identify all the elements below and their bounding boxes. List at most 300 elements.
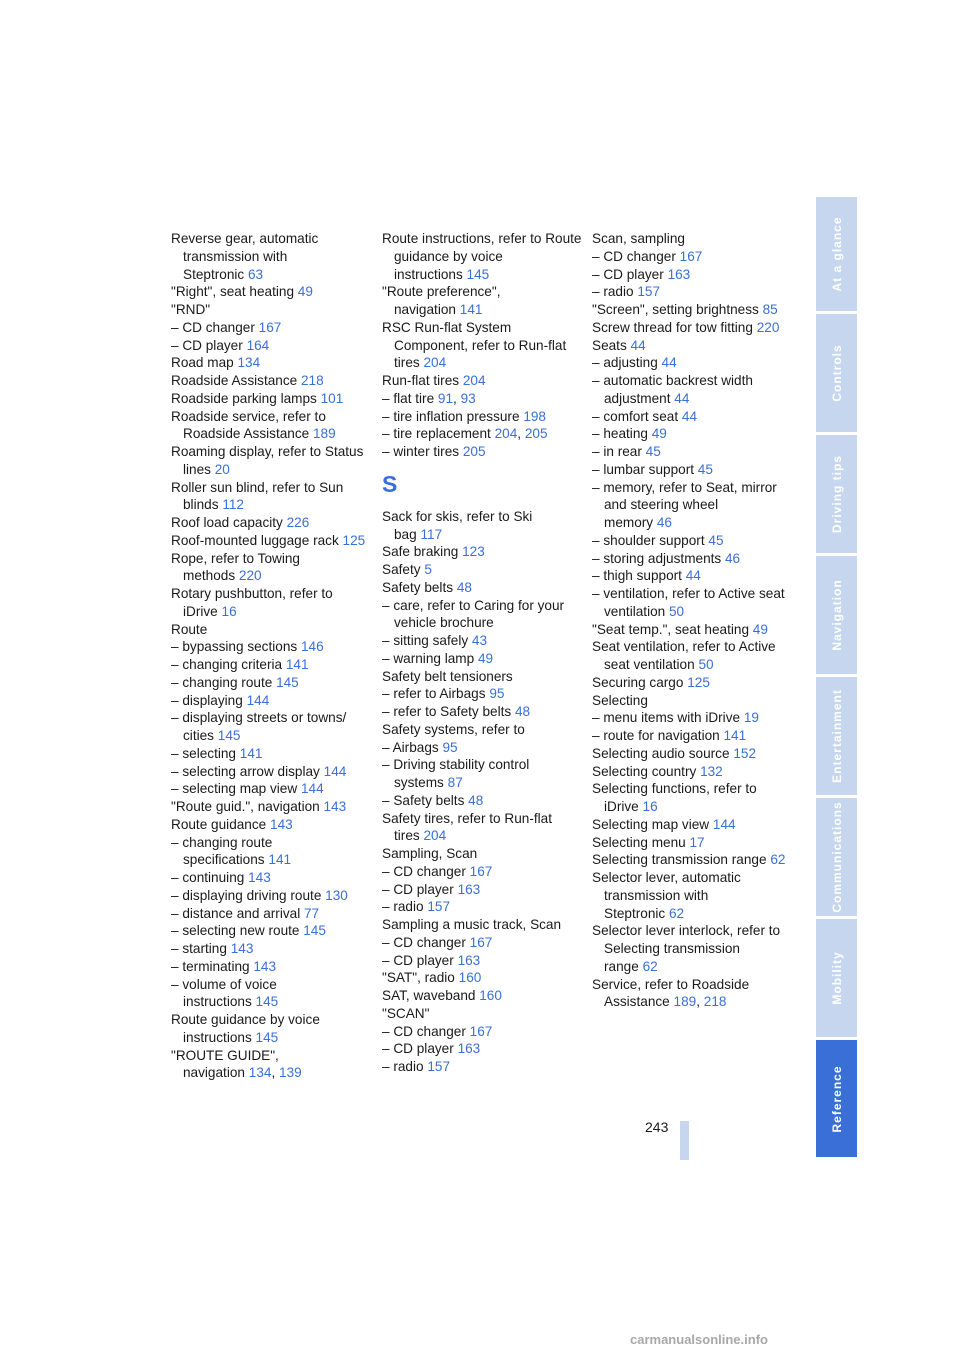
index-entry <box>592 461 788 479</box>
index-entry-text: "Route preference", navigation <box>382 284 501 317</box>
index-entry-text: Scan, sampling <box>592 231 685 246</box>
index-entry-text: – care, refer to Caring for your vehicle brochure <box>382 597 565 631</box>
index-entry-text: Roof-mounted luggage rack <box>171 532 339 548</box>
page-link[interactable]: 62 <box>642 958 658 974</box>
tab-navigation[interactable] <box>816 556 857 674</box>
index-entry <box>382 561 582 579</box>
index-entry-text: – distance and arrival <box>171 905 301 921</box>
index-entry <box>382 443 582 461</box>
index-entry <box>382 987 582 1005</box>
index-entry-text: – volume of voice instructions <box>171 976 277 1010</box>
index-entry-text: – radio <box>382 899 424 915</box>
tab-label: Mobility <box>829 951 844 1005</box>
index-column-3 <box>592 230 788 1011</box>
tab-communications[interactable] <box>816 798 857 916</box>
index-entry-text: Selecting map view <box>592 816 710 832</box>
page-link[interactable]: 87 <box>447 775 463 790</box>
index-entry: Service, refer to Roadside Assistance 189, 218 <box>592 976 750 1010</box>
page-link[interactable]: 145 <box>466 266 490 282</box>
index-entry <box>592 372 788 408</box>
page-link[interactable]: 205 <box>524 426 548 442</box>
index-entry-text: Rotary pushbutton, refer to iDrive <box>171 586 333 619</box>
index-entry-text: – warning lamp <box>382 650 475 666</box>
page-link[interactable]: 45 <box>708 532 724 548</box>
page-link[interactable]: 44 <box>630 337 646 353</box>
index-entry <box>592 745 788 763</box>
page-link[interactable]: 134 <box>237 355 261 371</box>
page-link[interactable]: 44 <box>681 408 698 424</box>
index-entry <box>382 408 582 426</box>
page-link[interactable]: 143 <box>248 870 271 885</box>
index-entry <box>171 709 371 745</box>
index-entry <box>592 443 788 461</box>
page-link[interactable]: 46 <box>725 550 741 566</box>
index-entry <box>382 703 582 721</box>
index-entry <box>382 969 582 987</box>
page-link[interactable]: 5 <box>424 562 432 577</box>
page-link[interactable]: 46 <box>656 515 672 530</box>
page-link[interactable]: 85 <box>762 302 778 317</box>
page-link[interactable]: 204 <box>423 355 447 371</box>
index-entry <box>171 905 371 923</box>
index-entry-text: – CD changer <box>592 248 676 264</box>
page-link[interactable]: 143 <box>323 799 347 814</box>
index-entry <box>592 727 788 745</box>
watermark: carmanualsonline.info <box>630 1332 768 1347</box>
page-link[interactable]: 44 <box>674 390 690 406</box>
index-entry-text: Securing cargo <box>592 674 684 690</box>
index-entry-text: – radio <box>382 1059 424 1074</box>
index-entry-text: – continuing <box>171 870 245 885</box>
page-link[interactable]: 189 <box>673 994 697 1010</box>
index-entry-text: – CD changer <box>382 934 466 950</box>
index-entry-text: – starting <box>171 941 227 956</box>
index-entry <box>171 621 371 639</box>
index-entry-text: Safety systems, refer to <box>382 721 525 737</box>
index-entry-text: Selecting <box>592 692 648 708</box>
page-link[interactable]: 144 <box>300 781 324 797</box>
index-entry <box>382 283 582 319</box>
index-entry <box>171 443 371 479</box>
page-link[interactable]: 167 <box>469 1023 493 1039</box>
index-entry-text: SAT, waveband <box>382 988 476 1003</box>
index-entry <box>171 585 371 621</box>
page-link[interactable]: 145 <box>217 728 241 743</box>
index-entry-text: Rope, refer to Towing methods <box>171 550 300 584</box>
page-link[interactable]: 50 <box>698 657 714 672</box>
index-entry <box>171 638 371 656</box>
index-entry <box>592 763 788 781</box>
page-link[interactable]: 220 <box>756 319 780 335</box>
page-link[interactable]: 134 <box>248 1065 272 1081</box>
page-link[interactable]: 49 <box>477 650 494 666</box>
index-entry <box>171 940 371 958</box>
index-entry-text: – refer to Airbags <box>382 686 486 702</box>
index-entry-text: Roller sun blind, refer to Sun blinds <box>171 479 344 513</box>
index-entry-text: Roadside parking lamps <box>171 390 317 406</box>
page-link[interactable]: 163 <box>667 266 691 282</box>
index-entry-text: – displaying driving route <box>171 887 322 903</box>
index-entry <box>171 958 371 976</box>
page-link[interactable]: 157 <box>427 899 451 915</box>
page-link[interactable]: 164 <box>246 337 270 353</box>
index-entry-text: "SAT", radio <box>382 970 455 986</box>
index-entry <box>382 916 582 934</box>
page-link[interactable]: 204 <box>423 828 447 844</box>
index-entry <box>382 756 582 792</box>
tab-driving-tips[interactable] <box>816 435 857 553</box>
index-entry-text: – selecting map view <box>171 781 298 797</box>
index-entry-text: – CD player <box>382 881 454 897</box>
index-entry-text: Roof load capacity <box>171 515 283 530</box>
index-entry-text: "Seat temp.", seat heating <box>592 621 750 637</box>
index-entry-text: – CD player <box>171 337 243 353</box>
index-entry-text: Sampling, Scan <box>382 846 478 861</box>
page-link[interactable]: 218 <box>703 994 727 1010</box>
index-entry <box>592 425 788 443</box>
index-entry-text: – displaying streets or towns/ cities <box>171 710 347 743</box>
index-entry <box>592 674 788 692</box>
index-entry <box>382 579 582 597</box>
page-link[interactable]: 125 <box>342 532 366 548</box>
index-entry <box>592 780 788 816</box>
index-entry <box>382 372 582 390</box>
index-entry-text: Selector lever interlock, refer to Selecting transmission range <box>592 923 781 974</box>
index-entry-text: Roadside service, refer to Roadside Assistance <box>171 408 326 442</box>
index-entry-text: "ROUTE GUIDE", navigation <box>171 1047 279 1081</box>
index-entry <box>171 869 371 887</box>
index-entry <box>382 230 582 283</box>
index-entry <box>592 319 788 337</box>
page-link[interactable]: 218 <box>300 373 324 388</box>
page-link[interactable]: 44 <box>685 568 701 584</box>
index-entry-text: – selecting new route <box>171 923 300 939</box>
index-entry-text: Route guidance <box>171 816 267 832</box>
page-link[interactable]: 143 <box>270 816 293 832</box>
page-link[interactable]: 145 <box>255 1029 279 1045</box>
page-link[interactable]: 157 <box>427 1059 451 1074</box>
index-entry-text: Selecting menu <box>592 834 686 850</box>
index-entry <box>592 638 788 674</box>
index-entry <box>592 834 788 852</box>
page-link[interactable]: 48 <box>515 704 531 719</box>
page-link[interactable]: 117 <box>420 526 443 542</box>
page-link[interactable]: 204 <box>462 373 486 388</box>
index-entry <box>171 230 371 283</box>
tab-label: Communications <box>829 801 844 913</box>
page-link[interactable]: 163 <box>457 881 481 897</box>
page-link[interactable]: 91 <box>437 390 454 406</box>
index-entry <box>171 337 371 355</box>
index-entry <box>171 780 371 798</box>
page-link[interactable]: 152 <box>733 745 757 761</box>
index-entry-text: Road map <box>171 355 234 371</box>
tab-label: Entertainment <box>829 689 844 783</box>
index-entry-text: "SCAN" <box>382 1005 430 1021</box>
index-entry-text: – in rear <box>592 444 642 459</box>
page-link[interactable]: 198 <box>523 408 546 424</box>
index-entry <box>592 567 788 585</box>
index-entry <box>592 585 788 621</box>
index-entry-text: Route instructions, refer to Route guidance by voice instructions <box>382 231 582 282</box>
index-entry <box>382 650 582 668</box>
page-link[interactable]: 141 <box>239 745 263 761</box>
page-link[interactable]: 20 <box>214 461 230 477</box>
index-entry <box>382 319 582 372</box>
index-entry <box>382 863 582 881</box>
page-link[interactable]: 95 <box>489 686 505 702</box>
page-link[interactable]: 145 <box>276 674 299 690</box>
page-link[interactable]: 160 <box>479 988 502 1003</box>
index-entry <box>382 1058 582 1076</box>
page-link[interactable]: 144 <box>323 763 347 779</box>
index-entry-text: – lumbar support <box>592 461 695 477</box>
page-link[interactable]: 123 <box>462 544 485 560</box>
index-entry: – tire replacement 204, 205 <box>382 426 548 442</box>
index-entry <box>382 632 582 650</box>
index-entry-text: Safety <box>382 562 421 577</box>
index-entry-text: – CD changer <box>171 319 255 335</box>
index-entry <box>382 597 582 633</box>
index-entry-text: Route guidance by voice instructions <box>171 1012 320 1045</box>
page-link[interactable]: 44 <box>661 355 677 371</box>
index-entry <box>171 976 371 1012</box>
page-link[interactable]: 144 <box>712 816 736 832</box>
page-link[interactable]: 45 <box>697 461 713 477</box>
index-entry <box>592 709 788 727</box>
index-entry <box>592 301 788 319</box>
page-link[interactable]: 167 <box>679 248 703 264</box>
index-entry-text: "Route guid.", navigation <box>171 799 320 814</box>
index-entry-text: – adjusting <box>592 355 658 371</box>
index-entry-text: – selecting arrow display <box>171 763 320 779</box>
page-link[interactable]: 157 <box>637 284 661 300</box>
page-link[interactable]: 17 <box>689 834 705 850</box>
index-entry <box>592 230 788 248</box>
index-entry <box>171 674 371 692</box>
index-entry-text: – changing route <box>171 674 273 690</box>
section-letter: S <box>382 470 398 497</box>
index-entry <box>382 934 582 952</box>
index-entry <box>382 721 582 739</box>
index-entry-text: Route <box>171 621 208 637</box>
tab-label: Reference <box>829 1064 844 1133</box>
index-entry <box>171 550 371 586</box>
index-entry-text: – CD player <box>382 1041 454 1057</box>
index-entry-text: Reverse gear, automatic transmission with Steptronic <box>171 231 319 282</box>
page-link[interactable]: 132 <box>700 763 723 779</box>
page-link[interactable]: 167 <box>469 863 493 879</box>
page-link[interactable]: 143 <box>253 958 277 974</box>
index-entry <box>382 898 582 916</box>
index-entry <box>592 816 788 834</box>
index-entry-text: – bypassing sections <box>171 639 298 655</box>
page-link[interactable]: 101 <box>320 390 344 406</box>
index-entry-text: – Airbags <box>382 739 439 755</box>
page-link[interactable]: 49 <box>752 621 768 637</box>
index-entry-text: "Right", seat heating <box>171 284 295 300</box>
index-column-1 <box>171 230 371 1082</box>
index-entry-text: Roaming display, refer to Status lines <box>171 444 364 477</box>
index-entry <box>171 816 371 834</box>
page-link[interactable]: 160 <box>458 970 482 986</box>
index-entry-text: – heating <box>592 426 648 442</box>
page-link[interactable]: 167 <box>258 319 282 335</box>
index-entry <box>382 881 582 899</box>
index-entry-text: Safety belt tensioners <box>382 668 513 684</box>
page-link[interactable]: 204 <box>494 426 518 442</box>
tab-reference[interactable] <box>816 1040 857 1157</box>
index-entry <box>171 319 371 337</box>
index-entry-text: – ventilation, refer to Active seat ventilation <box>592 586 785 619</box>
index-entry-text: – Safety belts <box>382 792 465 808</box>
index-entry <box>382 845 582 863</box>
index-entry <box>171 354 371 372</box>
index-entry <box>592 851 788 869</box>
index-entry-text: – memory, refer to Seat, mirror and steering wheel memory <box>592 479 777 530</box>
index-entry <box>592 266 788 284</box>
page-link[interactable]: 189 <box>312 426 336 442</box>
tab-controls[interactable] <box>816 314 857 432</box>
index-column-2 <box>382 230 582 1076</box>
index-entry <box>382 1023 582 1041</box>
tab-mobility[interactable] <box>816 919 857 1037</box>
page-link[interactable]: 130 <box>325 887 348 903</box>
page-link[interactable]: 125 <box>687 674 710 690</box>
index-entry-text: Roadside Assistance <box>171 373 298 388</box>
index-entry <box>382 792 582 810</box>
index-entry-text: – winter tires <box>382 444 460 459</box>
index-entry-text: Selecting functions, refer to iDrive <box>592 781 757 814</box>
page-link[interactable]: 19 <box>743 710 759 726</box>
page-link[interactable]: 141 <box>285 657 309 672</box>
tab-label: Navigation <box>829 579 844 651</box>
index-entry-text: Run-flat tires <box>382 373 460 388</box>
page-link[interactable]: 139 <box>279 1065 302 1081</box>
index-entry <box>382 810 582 846</box>
page-link[interactable]: 144 <box>246 692 270 708</box>
page-link[interactable]: 226 <box>286 515 310 530</box>
index-entry-text: – displaying <box>171 692 243 708</box>
index-entry-text: – CD changer <box>382 1023 466 1039</box>
page-link[interactable]: 93 <box>460 390 476 406</box>
page-link[interactable]: 49 <box>297 284 313 300</box>
index-entry-text: "Screen", setting brightness <box>592 302 759 317</box>
page-link[interactable]: 63 <box>248 266 264 282</box>
page-link[interactable]: 146 <box>300 639 324 655</box>
index-entry-text: – menu items with iDrive <box>592 710 741 726</box>
page-link[interactable]: 141 <box>268 852 292 868</box>
index-entry <box>171 834 371 870</box>
tab-label: Controls <box>829 344 844 402</box>
page-link[interactable]: 95 <box>442 739 458 755</box>
index-entry-text: Sack for skis, refer to Ski bag <box>382 508 533 542</box>
page-link[interactable]: 45 <box>645 444 661 459</box>
page-link[interactable]: 43 <box>471 633 488 648</box>
index-entry-text: – automatic backrest width adjustment <box>592 373 753 406</box>
index-entry-text: – tire inflation pressure <box>382 408 520 424</box>
page-link[interactable]: 141 <box>459 302 483 317</box>
index-entry <box>171 372 371 390</box>
index-entry <box>171 408 371 444</box>
index-entry-text: Seats <box>592 337 627 353</box>
index-entry <box>382 668 582 686</box>
page-link[interactable]: 145 <box>303 923 326 939</box>
page-link[interactable]: 145 <box>255 994 279 1010</box>
index-entry <box>592 283 788 301</box>
page-link[interactable]: 143 <box>230 941 254 956</box>
index-entry-text: Safety belts <box>382 579 454 595</box>
page-link[interactable]: 48 <box>456 579 472 595</box>
index-entry <box>171 301 371 319</box>
index-entry <box>592 550 788 568</box>
page-link[interactable]: 50 <box>669 603 685 619</box>
index-entry <box>171 656 371 674</box>
index-entry-text: – sitting safely <box>382 633 469 648</box>
index-entry <box>171 692 371 710</box>
index-entry <box>382 739 582 757</box>
page-link[interactable]: 163 <box>457 952 481 968</box>
page-link[interactable]: 167 <box>469 934 493 950</box>
index-entry <box>592 354 788 372</box>
index-entry <box>592 869 788 922</box>
index-entry-text: RSC Run-flat System Component, refer to Run-flat tires <box>382 319 567 371</box>
index-entry-text: Selecting transmission range <box>592 852 767 868</box>
index-entry <box>592 532 788 550</box>
page-link[interactable]: 205 <box>462 444 486 459</box>
index-entry <box>171 1011 371 1047</box>
index-entry: – flat tire 91, 93 <box>382 390 476 406</box>
page-link[interactable]: 77 <box>304 905 320 921</box>
tab-label: Driving tips <box>829 454 844 534</box>
page-link[interactable]: 16 <box>642 799 658 814</box>
index-entry-text: – comfort seat <box>592 408 679 424</box>
index-entry <box>382 952 582 970</box>
index-entry-text: – thigh support <box>592 568 682 584</box>
index-entry <box>171 763 371 781</box>
index-entry-text: Screw thread for tow fitting <box>592 319 753 335</box>
index-entry-text: – terminating <box>171 958 250 974</box>
page-link[interactable]: 220 <box>238 568 262 584</box>
tab-label: At a glance <box>829 216 844 292</box>
index-entry <box>592 692 788 710</box>
page-link[interactable]: 62 <box>669 905 685 921</box>
index-entry <box>592 479 788 532</box>
page-link[interactable]: 16 <box>221 603 237 619</box>
index-entry <box>171 390 371 408</box>
tab-entertainment[interactable] <box>816 677 857 795</box>
index-entry-text: – radio <box>592 284 634 300</box>
page-link[interactable]: 62 <box>770 852 786 868</box>
index-entry <box>382 1040 582 1058</box>
index-entry-text: – changing route specifications <box>171 834 273 868</box>
index-entry-text: "RND" <box>171 302 211 317</box>
index-entry <box>382 508 582 544</box>
page-link[interactable]: 49 <box>651 426 667 442</box>
index-entry <box>171 283 371 301</box>
page-link[interactable]: 112 <box>222 497 244 513</box>
index-entry <box>171 532 371 550</box>
index-entry <box>592 621 788 639</box>
index-entry <box>592 337 788 355</box>
page-link[interactable]: 141 <box>723 728 747 743</box>
index-entry-text: Selecting audio source <box>592 745 730 761</box>
page-link[interactable]: 48 <box>468 792 484 808</box>
index-entry <box>382 543 582 561</box>
index-entry <box>171 798 371 816</box>
page-link[interactable]: 163 <box>457 1041 481 1057</box>
tab-at-a-glance[interactable] <box>816 197 857 311</box>
